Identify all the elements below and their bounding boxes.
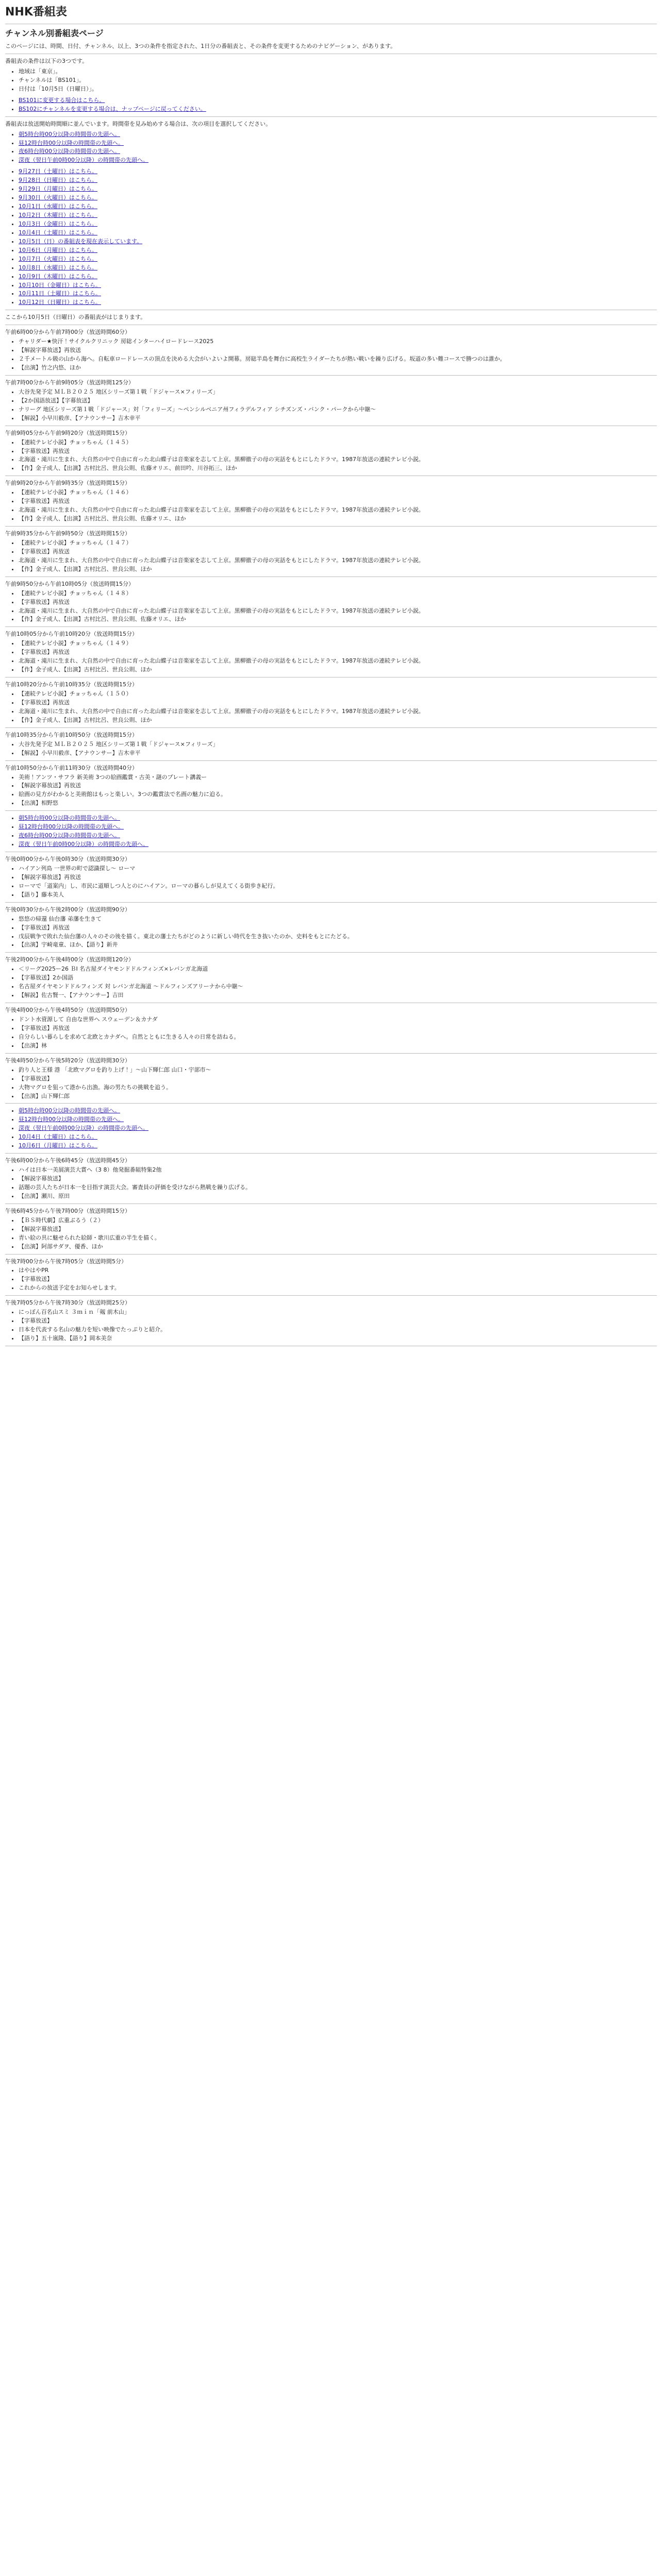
program-detail: • 【解説】小早川毅彦、【アナウンサー】吉木幸平 xyxy=(19,414,657,422)
time-nav-item xyxy=(19,147,657,156)
date-link[interactable]: 10月10日（金曜日）はこちら。 xyxy=(19,281,101,289)
time-link-noon[interactable]: 昼12時台時00分以降の時間帯の先頭へ。 xyxy=(19,823,124,831)
program-entry xyxy=(5,681,657,728)
program-details xyxy=(5,589,657,624)
date-link[interactable]: 9月29日（月曜日）はこちら。 xyxy=(19,185,97,193)
divider xyxy=(5,1103,657,1104)
program-title: • 大谷先発予定 ＭＬＢ２０２５ 地区シリーズ第１戦「ドジャース×フィリーズ」 xyxy=(19,388,657,396)
program-entry xyxy=(5,1006,657,1054)
divider xyxy=(5,727,657,728)
program-detail: • 【字幕放送】再放送 xyxy=(19,648,657,656)
program-detail: • 【出演】瀬川、原田 xyxy=(19,1192,657,1200)
time-nav-item xyxy=(19,840,657,849)
program-list-evening xyxy=(5,1157,657,1346)
date-nav-item xyxy=(19,176,657,184)
time-nav-item xyxy=(19,823,657,831)
program-entry xyxy=(5,328,657,376)
divider xyxy=(5,526,657,527)
program-detail: • 【解説字幕放送】再放送 xyxy=(19,346,657,354)
program-detail: • 【字幕放送】再放送 xyxy=(19,699,657,707)
program-detail: • 北海道・滝川に生まれ、大自然の中で自由に育った北山蝶子は音楽家を志して上京。黒柳徹子の母の実話をもとにしたドラマ。1987年放送の連続テレビ小説。 xyxy=(19,607,657,615)
time-nav-item xyxy=(19,1142,657,1150)
program-detail: • 【作】金子成人、【出演】古村比呂、世良公則、ほか xyxy=(19,716,657,724)
program-time: 午前10時50分から午前11時30分（放送時間40分） xyxy=(5,764,138,771)
program-time: 午後7時05分から午後7時30分（放送時間25分） xyxy=(5,1299,130,1307)
program-title: • 【連続テレビ小説】チョッちゃん（１５０） xyxy=(19,690,657,698)
program-title: • 【ＢＳ時代劇】広重ぶるう（２） xyxy=(19,1216,657,1225)
date-link[interactable]: 9月28日（日曜日）はこちら。 xyxy=(19,177,97,184)
program-time: 午後6時45分から午後7時00分（放送時間15分） xyxy=(5,1207,130,1214)
time-nav-item xyxy=(19,156,657,164)
time-link-evening[interactable]: 夜6時台時00分以降の時間帯の先頭へ。 xyxy=(19,148,120,155)
conditions-heading: 番組表の条件は以下の3つです。 xyxy=(5,58,88,65)
date-nav-item xyxy=(19,290,657,298)
date-nav-item xyxy=(19,264,657,272)
program-detail: • 北海道・滝川に生まれ、大自然の中で自由に育った北山蝶子は音楽家を志して上京。黒柳徹子の母の実話をもとにしたドラマ。1987年放送の連続テレビ小説。 xyxy=(19,556,657,565)
time-nav-item xyxy=(19,1133,657,1141)
program-detail: • 【出演】相野悠 xyxy=(19,799,657,807)
change-channel-link[interactable]: BS101に変更する場合はこちら。 xyxy=(19,96,105,104)
condition-channel: • チャンネルは「BS101」。 xyxy=(19,76,657,84)
program-title: • 【連続テレビ小説】チョッちゃん（１４９） xyxy=(19,639,657,648)
date-nav-item xyxy=(19,185,657,193)
program-time: 午前10時35分から午前10時50分（放送時間15分） xyxy=(5,731,138,738)
program-detail: • 【字幕放送】再放送 xyxy=(19,447,657,455)
time-nav-item xyxy=(19,1107,657,1115)
program-detail: • 【語り】藤本美人 xyxy=(19,891,657,899)
date-link[interactable]: 10月6日（月曜日）はこちら。 xyxy=(19,246,97,253)
program-details xyxy=(5,1266,657,1292)
program-title: • ハイアン列島 一世界の町で認識探し〜 ローマ xyxy=(19,865,657,873)
program-title: • 釣り人と王様 港 「北欧マグロを釣り上げ！」〜山下輝仁郎 山口・宇部市〜 xyxy=(19,1066,657,1074)
program-detail: • 【作】金子成人、【出演】古村比呂、世良公則、佐藤オリエ、ほか xyxy=(19,515,657,523)
date-link[interactable]: 10月8日（水曜日）はこちら。 xyxy=(19,264,97,271)
program-detail: • 絵画の見方がわかると美術館はもっと楽しい。3つの鑑賞法で名画の魅力に迫る。 xyxy=(19,790,657,799)
time-link-evening[interactable]: 夜6時台時00分以降の時間帯の先頭へ。 xyxy=(19,832,120,839)
program-entry xyxy=(5,731,657,761)
program-details xyxy=(5,865,657,899)
program-detail: • 【2か国語放送】【字幕放送】 xyxy=(19,397,657,405)
program-detail: • 【出演】阿部サダヲ、優香、ほか xyxy=(19,1243,657,1251)
time-link-latenight[interactable]: 深夜（翌日午前0時00分以降）の時間帯の先頭へ。 xyxy=(19,157,148,164)
divider xyxy=(5,375,657,376)
program-details xyxy=(5,773,657,808)
program-detail: • 【出演】林 xyxy=(19,1042,657,1050)
program-detail: • 戊辰戦争で敗れた仙台藩の人々のその後を描く。東北の藩士たちがどのように新しい時代を生き抜いたのか、史料をもとにたどる。 xyxy=(19,933,657,941)
program-time: 午後2時00分から午後4時00分（放送時間120分） xyxy=(5,956,134,963)
program-detail: • 大物マグロを狙って港から出漁。海の男たちの挑戦を追う。 xyxy=(19,1083,657,1092)
date-link[interactable]: 9月30日（火曜日）はこちら。 xyxy=(19,194,97,201)
date-nav-item xyxy=(19,220,657,228)
program-title: • はやはやPR xyxy=(19,1266,657,1275)
program-detail: • 青い絵の具に魅せられた絵師・歌川広重の半生を描く。 xyxy=(19,1234,657,1242)
program-details xyxy=(5,965,657,999)
date-nav-item xyxy=(19,246,657,255)
program-detail: • 名古屋ダイヤモンドドルフィンズ 対 レバンガ北海道 〜ドルフィンズアリーナから中継〜 xyxy=(19,982,657,991)
divider xyxy=(5,810,657,811)
date-link[interactable]: 10月4日（土曜日）はこちら。 xyxy=(19,1133,97,1141)
date-link[interactable]: 10月4日（土曜日）はこちら。 xyxy=(19,229,97,236)
time-link-noon[interactable]: 昼12時台時00分以降の時間帯の先頭へ。 xyxy=(19,1116,124,1123)
program-details xyxy=(5,639,657,674)
time-nav-item xyxy=(19,814,657,822)
program-detail: • これからの放送予定をお知らせします。 xyxy=(19,1284,657,1292)
program-entry xyxy=(5,906,657,953)
program-title: • 【連続テレビ小説】チョッちゃん（１４８） xyxy=(19,589,657,598)
program-detail: • 【解説字幕放送】再放送 xyxy=(19,873,657,882)
date-nav-item xyxy=(19,202,657,211)
program-details xyxy=(5,740,657,757)
program-detail: • 【出演】宇崎竜童、ほか、【語り】新井 xyxy=(19,941,657,949)
program-time: 午前9時05分から午前9時20分（放送時間15分） xyxy=(5,429,130,436)
program-detail: • 【解説字幕放送】 xyxy=(19,1225,657,1233)
divider xyxy=(5,760,657,761)
program-time: 午前9時20分から午前9時35分（放送時間15分） xyxy=(5,480,130,487)
program-details xyxy=(5,1166,657,1200)
program-details xyxy=(5,539,657,573)
program-detail: • 【字幕放送】 xyxy=(19,1075,657,1083)
program-details xyxy=(5,388,657,422)
date-link[interactable]: 10月1日（水曜日）はこちら。 xyxy=(19,203,97,210)
program-entry xyxy=(5,379,657,426)
time-link-morning[interactable]: 朝5時台時00分以降の時間帯の先頭へ。 xyxy=(19,815,120,822)
list-heading: ここから10月5日（日曜日）の番組表がはじまります。 xyxy=(5,314,146,321)
program-detail: • 【字幕放送】再放送 xyxy=(19,924,657,932)
program-detail: • ナリーグ 地区シリーズ第１戦「ドジャース」対「フィリーズ」〜ペンシルベニア州フィラデルフィア シチズンズ・バンク・パークから中継〜 xyxy=(19,405,657,414)
date-link[interactable]: 10月6日（月曜日）はこちら。 xyxy=(19,1142,97,1149)
program-entry xyxy=(5,956,657,1003)
program-title: • ドント水資源して 自由な世界へ スウェーデン＆カナダ xyxy=(19,1015,657,1024)
program-detail: • 【解説字幕放送】再放送 xyxy=(19,782,657,790)
program-entry xyxy=(5,429,657,477)
program-entry xyxy=(5,1299,657,1346)
program-detail: • 【字幕放送】再放送 xyxy=(19,497,657,505)
program-details xyxy=(5,1308,657,1343)
program-list-morning xyxy=(5,328,657,811)
time-link-morning[interactable]: 朝5時台時00分以降の時間帯の先頭へ。 xyxy=(19,1107,120,1114)
time-nav-item xyxy=(19,1115,657,1124)
divider xyxy=(5,1153,657,1154)
program-detail: • 【解説】佐古賢一、【アナウンサー】吉田 xyxy=(19,991,657,999)
program-detail: • ２千メートル級の山から海へ。自転車ロードレースの頂点を決める大会がいよいよ開幕。房総半島を舞台に高校生ライダーたちが熱い戦いを繰り広げる。坂道の多い難コースで勝つのは誰か。 xyxy=(19,355,657,363)
program-detail: • 【作】金子成人、【出演】古村比呂、世良公則、ほか xyxy=(19,666,657,674)
program-title: • にっぽん百名山スミ ３ｍｉｎ「剱 前木山」 xyxy=(19,1308,657,1316)
program-title: • 大谷先発予定 ＭＬＢ２０２５ 地区シリーズ第１戦「ドジャース×フィリーズ」 xyxy=(19,740,657,749)
program-detail: • 北海道・滝川に生まれ、大自然の中で自由に育った北山蝶子は音楽家を志して上京。黒柳徹子の母の実話をもとにしたドラマ。1987年放送の連続テレビ小説。 xyxy=(19,707,657,716)
program-entry xyxy=(5,1207,657,1255)
program-entry xyxy=(5,1057,657,1104)
program-time: 午後6時00分から午後6時45分（放送時間45分） xyxy=(5,1157,130,1164)
program-detail: • 話題の芸人たちが日本一を目指す演芸大会。審査員の評価を受けながら熱戦を繰り広げる。 xyxy=(19,1183,657,1192)
program-entry xyxy=(5,530,657,577)
time-nav-list xyxy=(5,130,657,165)
program-time: 午前6時00分から午前7時00分（放送時間60分） xyxy=(5,329,130,336)
program-detail: • 北海道・滝川に生まれ、大自然の中で自由に育った北山蝶子は音楽家を志して上京。黒柳徹子の母の実話をもとにしたドラマ。1987年放送の連続テレビ小説。 xyxy=(19,455,657,464)
conditions-list xyxy=(5,67,657,93)
intro-text: このページには、時間、日付、チャンネル、以上、3つの条件を指定された、1日分の番組表と、その条件を変更するためのナビゲーション、があります。 xyxy=(5,43,396,50)
date-nav-item xyxy=(19,273,657,281)
program-entry xyxy=(5,1157,657,1204)
date-nav-item xyxy=(19,211,657,219)
program-detail: • 日本を代表する名山の魅力を短い映像でたっぷりと紹介。 xyxy=(19,1326,657,1334)
program-details xyxy=(5,438,657,473)
divider xyxy=(5,1254,657,1255)
program-detail: • 【語り】五十嵐隆、【語り】岡本美奈 xyxy=(19,1334,657,1343)
program-details xyxy=(5,337,657,372)
program-entry xyxy=(5,855,657,903)
program-detail: • 自分らしい暮らしを求めて北欧とカナダへ。自然とともに生きる人々の日常を訪ねる。 xyxy=(19,1033,657,1041)
date-link[interactable]: 10月11日（土曜日）はこちら。 xyxy=(19,290,101,297)
program-time: 午前9時50分から午前10時05分（放送時間15分） xyxy=(5,580,134,587)
time-nav-item xyxy=(19,139,657,147)
program-entry xyxy=(5,1258,657,1296)
time-nav-list-3 xyxy=(5,1107,657,1150)
program-detail: • 北海道・滝川に生まれ、大自然の中で自由に育った北山蝶子は音楽家を志して上京。黒柳徹子の母の実話をもとにしたドラマ。1987年放送の連続テレビ小説。 xyxy=(19,657,657,665)
program-details xyxy=(5,915,657,950)
divider xyxy=(5,116,657,117)
page-subtitle: チャンネル別番組表ページ xyxy=(5,28,104,38)
program-detail: • 【作】金子成人、【出演】古村比呂、世良公則、佐藤オリエ、ほか xyxy=(19,615,657,623)
program-title: • ＜リーグ2025ー26 ＢⅠ 名古屋ダイヤモンドドルフィンズ×レバンガ北海道 xyxy=(19,965,657,973)
time-link-latenight[interactable]: 深夜（翌日午前0時00分以降）の時間帯の先頭へ。 xyxy=(19,1125,148,1132)
date-link[interactable]: 10月7日（火曜日）はこちら。 xyxy=(19,255,97,262)
date-nav-item xyxy=(19,255,657,263)
time-link-morning[interactable]: 朝5時台時00分以降の時間帯の先頭へ。 xyxy=(19,130,120,138)
program-detail: • ローマで「道案内」し、市民に道順しつ人とのにハイアン。ローマの暮らしが見えてくる街歩き紀行。 xyxy=(19,882,657,890)
program-details xyxy=(5,488,657,523)
program-time: 午前7時00分から午前9時05分（放送時間125分） xyxy=(5,379,134,386)
date-nav-item xyxy=(19,167,657,176)
divider xyxy=(5,1053,657,1054)
program-title: • チャリダー★快汗！サイクルクリニック 房総インターハイロードレース2025 xyxy=(19,337,657,346)
program-title: • 【連続テレビ小説】チョッちゃん（１４７） xyxy=(19,539,657,547)
program-time: 午前9時35分から午前9時50分（放送時間15分） xyxy=(5,530,130,537)
program-detail: • 【字幕放送】再放送 xyxy=(19,598,657,606)
program-detail: • 【字幕放送】 xyxy=(19,1275,657,1283)
program-title: • 【連続テレビ小説】チョッちゃん（１４６） xyxy=(19,488,657,497)
program-entry xyxy=(5,764,657,811)
date-link-current[interactable]: 10月5日（日）の番組表を現在表示しています。 xyxy=(19,238,143,245)
program-detail: • 【作】金子成人、【出演】古村比呂、世良公則、佐藤オリエ、前田吟、川谷拓三、ほか xyxy=(19,464,657,472)
program-list-afternoon xyxy=(5,855,657,1104)
program-detail: • 【作】金子成人、【出演】古村比呂、世良公則、ほか xyxy=(19,565,657,573)
condition-region: • 地域は「東京」。 xyxy=(19,67,657,76)
program-time: 午前10時05分から午前10時20分（放送時間15分） xyxy=(5,631,138,638)
divider xyxy=(5,902,657,903)
date-link[interactable]: 10月3日（金曜日）はこちら。 xyxy=(19,220,97,227)
date-link[interactable]: 10月9日（木曜日）はこちら。 xyxy=(19,273,97,280)
back-to-top-link[interactable]: BS102にチャンネルを変更する場合は、ナップページに戻ってください。 xyxy=(19,105,206,112)
time-nav-list-2 xyxy=(5,814,657,849)
program-title: • 【連続テレビ小説】チョッちゃん（１４５） xyxy=(19,438,657,447)
program-entry xyxy=(5,479,657,527)
divider xyxy=(5,626,657,627)
program-detail: • 【出演】竹之内悠、ほか xyxy=(19,364,657,372)
date-link[interactable]: 10月2日（木曜日）はこちら。 xyxy=(19,212,97,219)
program-detail: • 【字幕放送】再放送 xyxy=(19,1024,657,1032)
date-link[interactable]: 9月27日（土曜日）はこちら。 xyxy=(19,168,97,175)
program-time: 午後7時00分から午後7時05分（放送時間5分） xyxy=(5,1258,127,1265)
time-nav-heading: 番組表は放送開始時間順に並んでいます。時間帯を見み始めする場合は、次の項目を選択してください。 xyxy=(5,120,272,127)
time-link-noon[interactable]: 昼12時台時00分以降の時間帯の先頭へ。 xyxy=(19,139,124,146)
condition-link-item xyxy=(19,105,657,113)
program-detail: • 北海道・滝川に生まれ、大自然の中で自由に育った北山蝶子は音楽家を志して上京。黒柳徹子の母の実話をもとにしたドラマ。1987年放送の連続テレビ小説。 xyxy=(19,506,657,514)
program-detail: • 【字幕放送】再放送 xyxy=(19,548,657,556)
date-nav-item xyxy=(19,281,657,290)
program-time: 午後4時00分から午後4時50分（放送時間50分） xyxy=(5,1007,130,1014)
date-nav-item xyxy=(19,298,657,307)
date-nav-item xyxy=(19,194,657,202)
program-details xyxy=(5,1216,657,1251)
program-detail: • 【出演】山下輝仁郎 xyxy=(19,1092,657,1100)
date-nav-current xyxy=(19,238,657,246)
time-nav-item xyxy=(19,1124,657,1132)
time-link-latenight[interactable]: 深夜（翌日午前0時00分以降）の時間帯の先頭へ。 xyxy=(19,841,148,848)
program-detail: • 【解説】小早川毅彦、【アナウンサー】吉木幸平 xyxy=(19,749,657,757)
program-detail: • 【解説字幕放送】 xyxy=(19,1175,657,1183)
program-details xyxy=(5,1015,657,1050)
date-nav-item xyxy=(19,229,657,237)
date-nav-list xyxy=(5,167,657,307)
program-detail: • 【字幕放送】2か国語 xyxy=(19,974,657,982)
program-entry xyxy=(5,580,657,628)
program-detail: • 【字幕放送】 xyxy=(19,1317,657,1325)
date-link[interactable]: 10月12日（日曜日）はこちら。 xyxy=(19,299,101,306)
program-time: 午後0時00分から午後0時30分（放送時間30分） xyxy=(5,856,130,863)
program-entry xyxy=(5,630,657,677)
divider xyxy=(5,952,657,953)
program-title: • 悠悠の帰還 仙台藩 弟藩を生きて xyxy=(19,915,657,923)
program-title: • 美術！アンツ・サフラ 新美術 3つの絵画鑑賞・古美・謎のプレート講義ー xyxy=(19,773,657,782)
condition-links xyxy=(5,96,657,113)
condition-date: • 日付は「10月5日（日曜日）」。 xyxy=(19,85,657,93)
program-time: 午後0時30分から午後2時00分（放送時間90分） xyxy=(5,906,130,913)
program-details xyxy=(5,1066,657,1100)
time-nav-item xyxy=(19,130,657,139)
program-details xyxy=(5,690,657,724)
condition-link-item xyxy=(19,96,657,105)
time-nav-item xyxy=(19,832,657,840)
program-title: • ハイは日本一美展演芸大賞へ（3 8）他発掘番組特集2他 xyxy=(19,1166,657,1174)
program-time: 午後4時50分から午後5時20分（放送時間30分） xyxy=(5,1057,130,1064)
program-time: 午前10時20分から午前10時35分（放送時間15分） xyxy=(5,681,138,688)
page-title: NHK番組表 xyxy=(5,6,67,19)
divider xyxy=(5,1295,657,1296)
